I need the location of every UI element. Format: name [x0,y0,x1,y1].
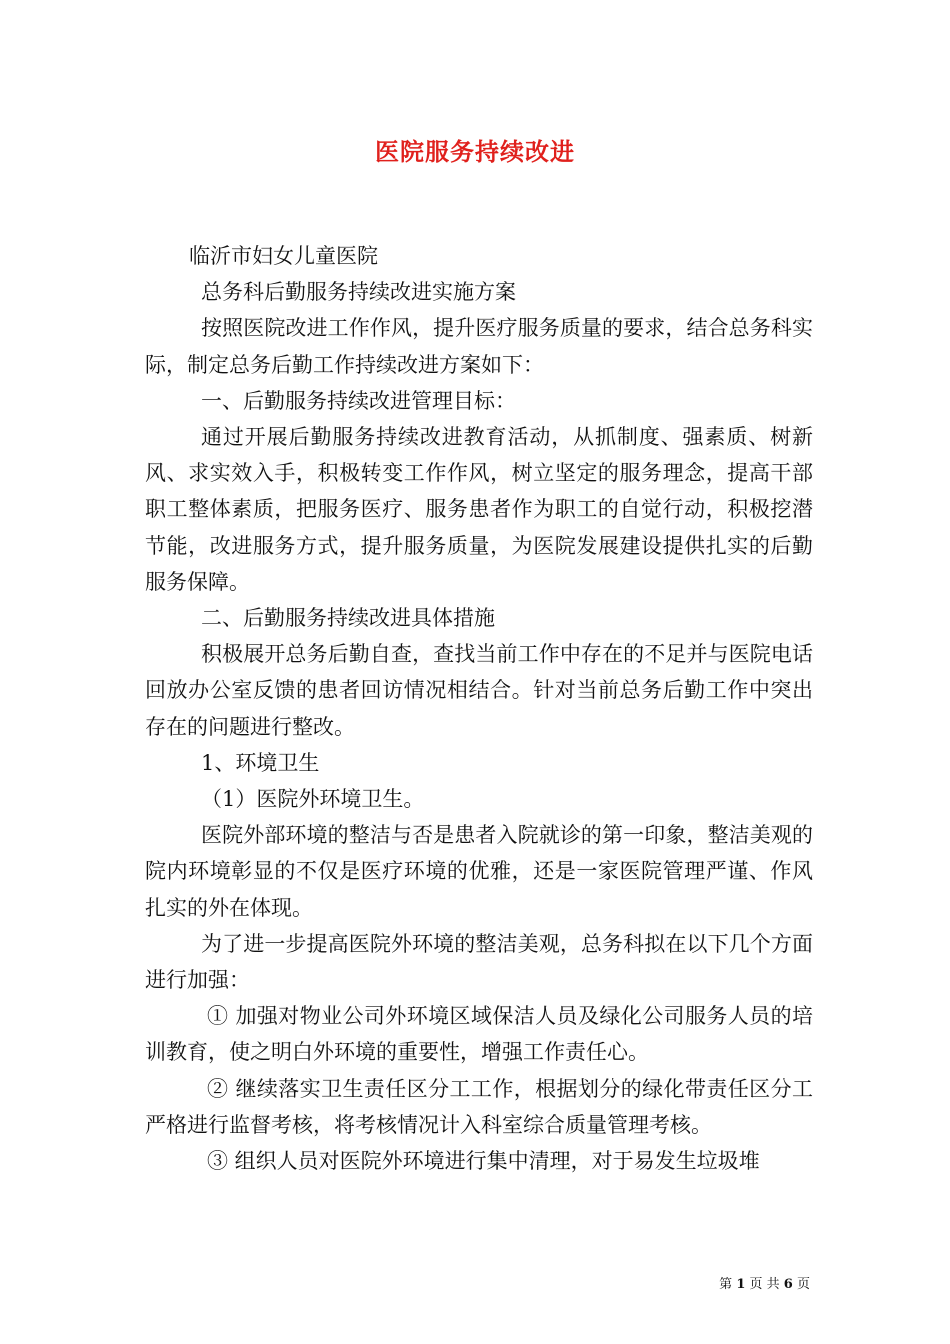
page-number-footer [690,1273,810,1292]
heading-environment: 1、环境卫生 [201,750,320,775]
list-item-responsibility: ② 继续落实卫生责任区分工工作，根据划分的绿化带责任区分工严格进行监督考核，将考核情况计入科室综合质量管理考核。 [145,1076,813,1137]
paragraph-self-check: 积极展开总务后勤自查，查找当前工作中存在的不足并与医院电话回放办公室反馈的患者回访情况相结合。针对当前总务后勤工作中突出存在的问题进行整改。 [145,642,813,739]
list-item-training: ① 加强对物业公司外环境区域保洁人员及绿化公司服务人员的培训教育，使之明白外环境的重要性，增强工作责任心。 [145,1004,813,1065]
paragraph-environment-importance: 医院外部环境的整洁与否是患者入院就诊的第一印象，整洁美观的院内环境彰显的不仅是医疗环境的优雅，还是一家医院管理严谨、作风扎实的外在体现。 [145,823,813,920]
document-title: 医院服务持续改进 [375,137,575,166]
paragraph-intro: 按照医院改进工作作风，提升医疗服务质量的要求，结合总务科实际，制定总务后勤工作持续改进方案如下： [145,316,813,377]
list-item-cleanup: ③ 组织人员对医院外环境进行集中清理，对于易发生垃圾堆 [207,1149,760,1174]
paragraph-goals: 通过开展后勤服务持续改进教育活动，从抓制度、强素质、树新风、求实效入手，积极转变工作作风，树立坚定的服务理念，提高干部职工整体素质，把服务医疗、服务患者作为职工的自觉行动，积极挖潜节能，改进服务方式，提升服务质量，为医院发展建设提供扎实的后勤服务保障。 [145,425,813,594]
heading-section-2: 二、后勤服务持续改进具体措施 [201,606,495,631]
document-body [145,238,813,1179]
footer-suffix: 页 [796,1277,810,1292]
heading-outdoor-environment: （1）医院外环境卫生。 [201,787,425,812]
heading-section-1: 一、后勤服务持续改进管理目标： [201,388,516,413]
footer-middle: 页 共 [749,1277,780,1292]
paragraph-hospital-name: 临沂市妇女儿童医院 [189,244,378,268]
footer-prefix: 第 [719,1277,733,1292]
footer-total-pages: 6 [783,1277,793,1292]
paragraph-plan-title: 总务科后勤服务持续改进实施方案 [201,280,516,305]
footer-current-page: 1 [736,1277,746,1292]
paragraph-improvement-aspects: 为了进一步提高医院外环境的整洁美观，总务科拟在以下几个方面进行加强： [145,931,813,993]
